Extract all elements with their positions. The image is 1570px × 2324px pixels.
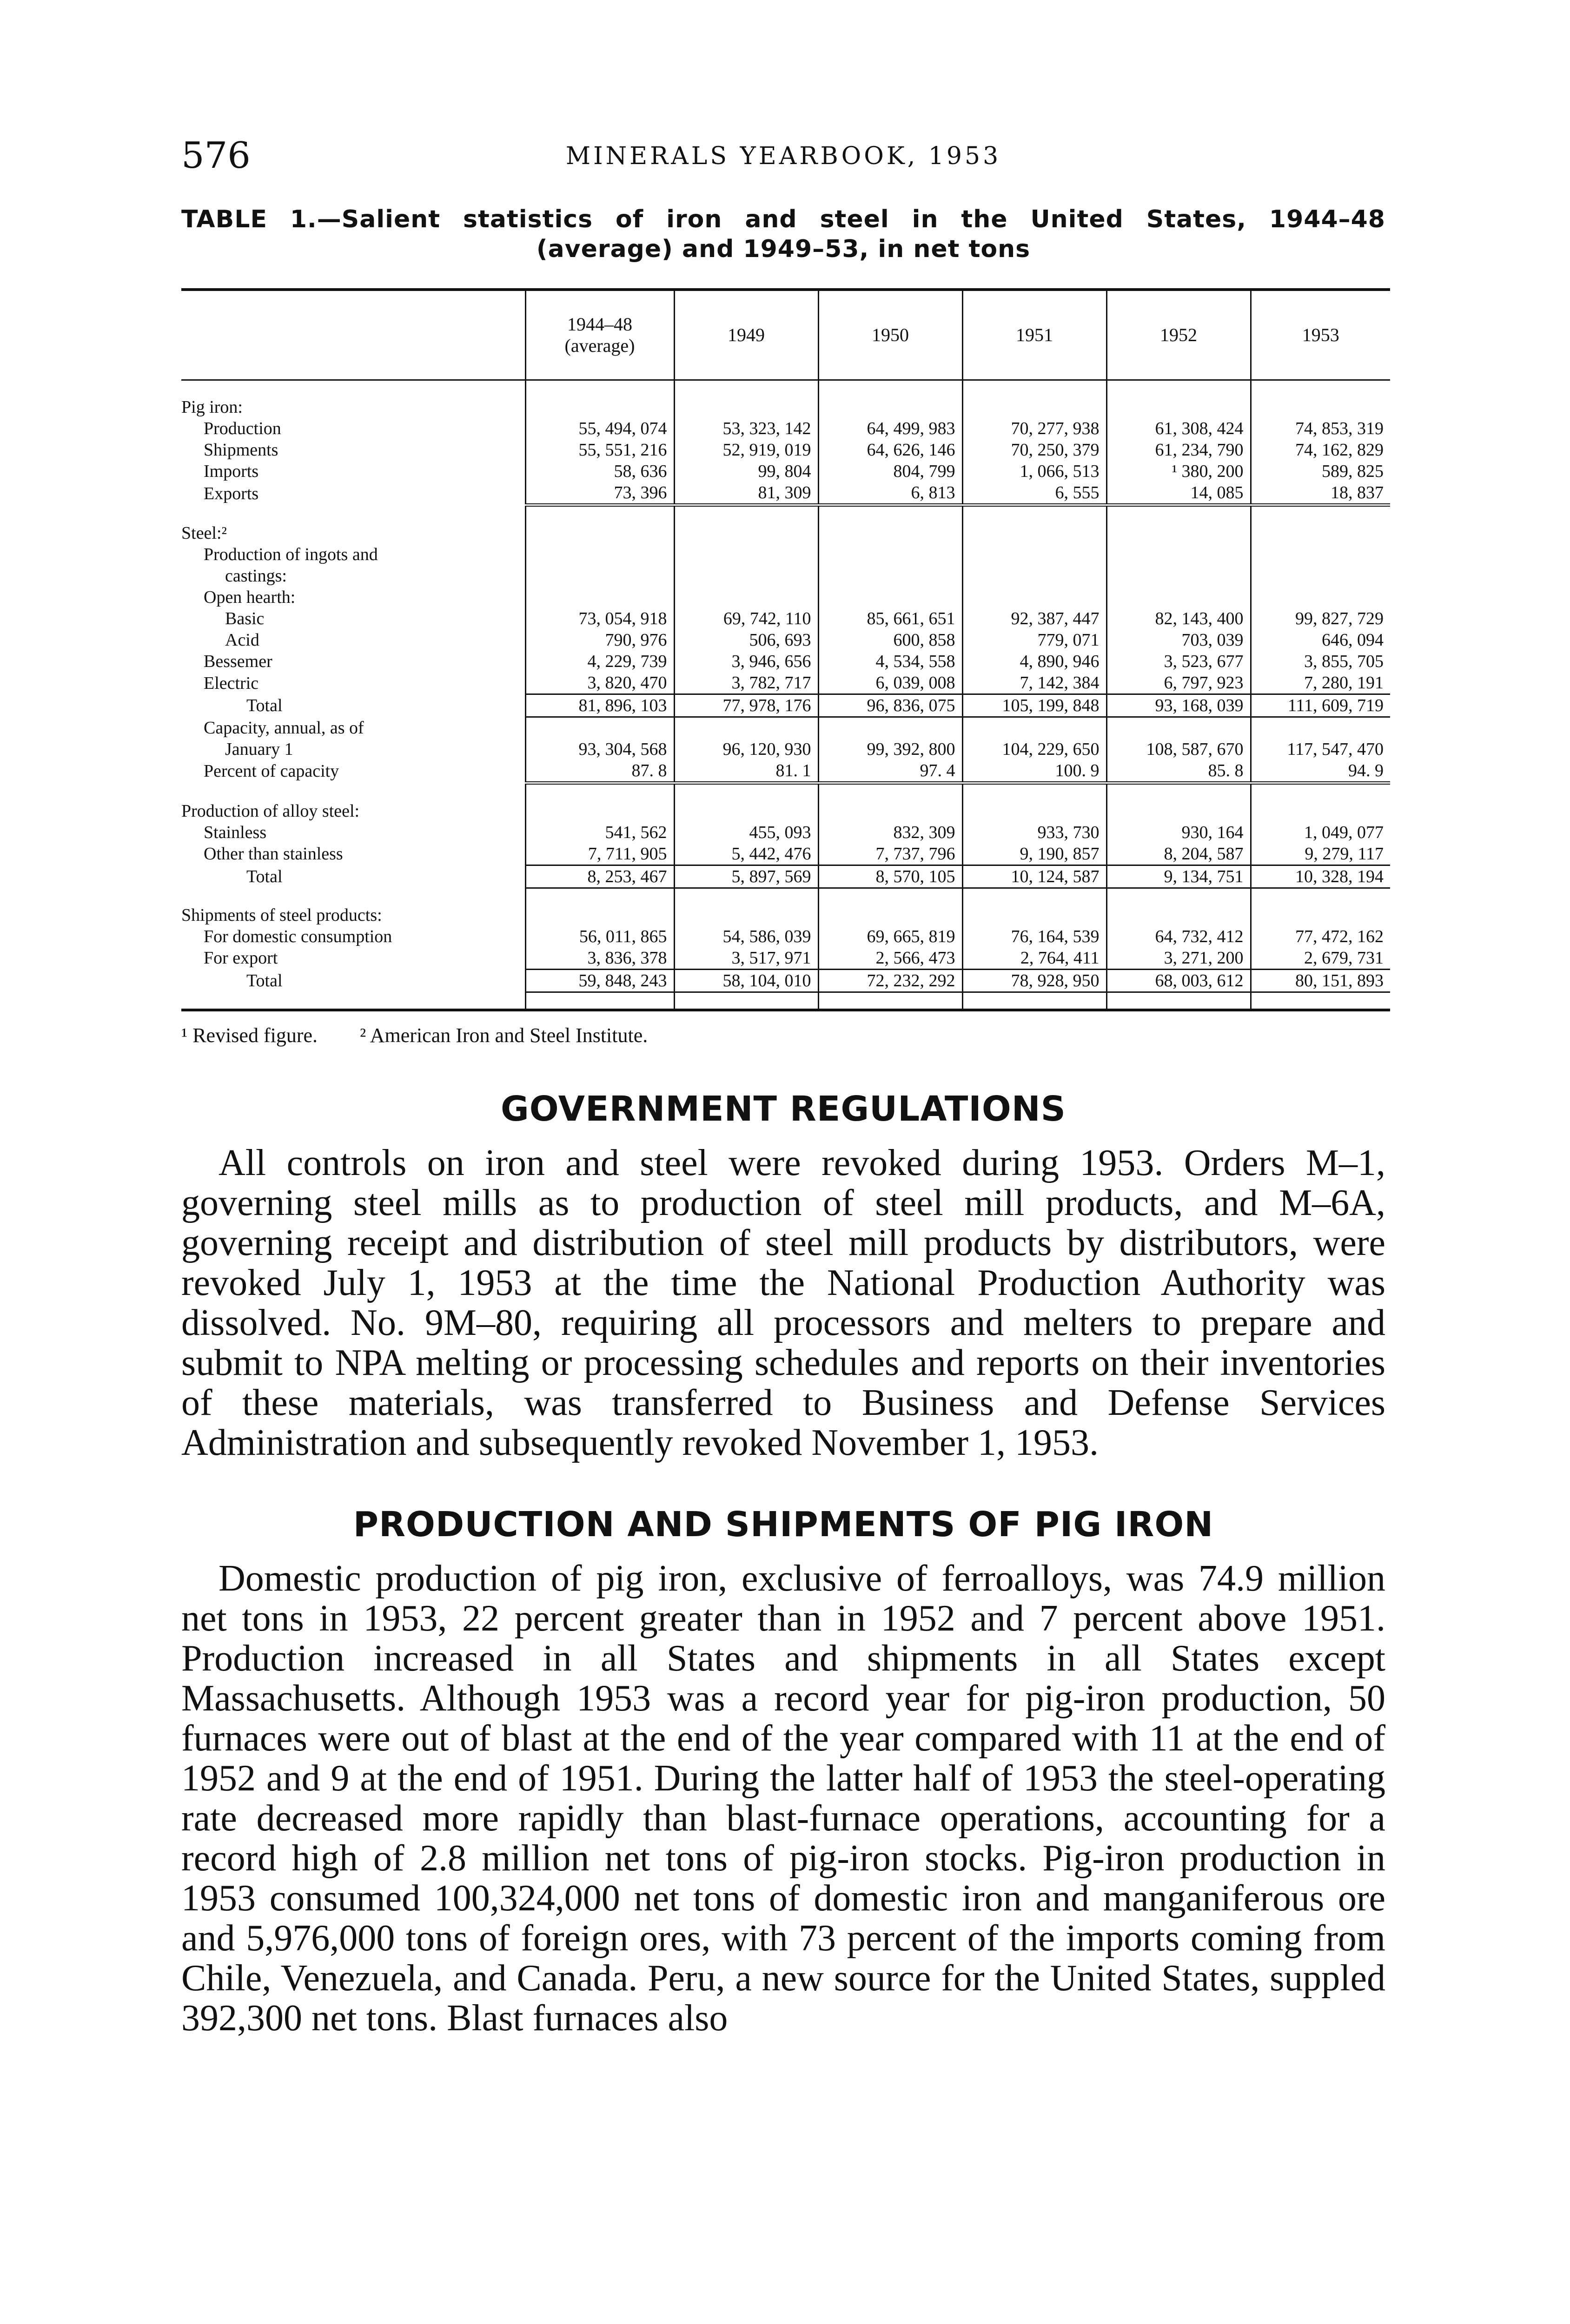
row-heading: Production of alloy steel: xyxy=(181,801,360,821)
table-cell: 4, 229, 739 xyxy=(525,651,674,672)
row-label: Imports xyxy=(204,462,259,481)
table-cell: 6, 039, 008 xyxy=(818,672,962,694)
table-row xyxy=(181,439,1390,461)
table-cell: 779, 071 xyxy=(962,629,1106,651)
row-label: Total xyxy=(246,971,283,990)
table-cell: 92, 387, 447 xyxy=(962,608,1106,629)
table-cell: 7, 280, 191 xyxy=(1251,672,1390,694)
table-cell: 3, 782, 717 xyxy=(674,672,818,694)
table-cell: ¹ 380, 200 xyxy=(1106,461,1251,482)
table-caption xyxy=(181,205,1385,264)
row-heading: Pig iron: xyxy=(181,397,243,417)
row-label: For domestic consumption xyxy=(204,926,392,946)
table-caption-line1: TABLE 1.—Salient statistics of iron and steel in the United States, 1944–48 xyxy=(181,205,1385,233)
table-cell: 6, 797, 923 xyxy=(1106,672,1251,694)
table-cell: 2, 566, 473 xyxy=(818,947,962,970)
table-cell: 1, 049, 077 xyxy=(1251,822,1390,843)
table-cell: 69, 665, 819 xyxy=(818,926,962,947)
table-header-row xyxy=(181,290,1390,380)
running-head xyxy=(181,130,1385,191)
table-row xyxy=(181,843,1390,865)
table-cell: 87. 8 xyxy=(525,760,674,783)
table-cell: 80, 151, 893 xyxy=(1251,969,1390,992)
table-cell: 59, 848, 243 xyxy=(525,969,674,992)
table-cell: 832, 309 xyxy=(818,822,962,843)
footnote-1: ¹ Revised figure. xyxy=(181,1023,318,1047)
table-cell: 933, 730 xyxy=(962,822,1106,843)
table-cell: 55, 551, 216 xyxy=(525,439,674,461)
table-cell: 9, 190, 857 xyxy=(962,843,1106,865)
table-cell: 2, 764, 411 xyxy=(962,947,1106,970)
table-cell: 506, 693 xyxy=(674,629,818,651)
table-cell: 97. 4 xyxy=(818,760,962,783)
page-number: 576 xyxy=(181,135,251,177)
table-cell: 8, 570, 105 xyxy=(818,865,962,888)
table-cell: 99, 827, 729 xyxy=(1251,608,1390,629)
table-cell: 53, 323, 142 xyxy=(674,418,818,439)
header-blank xyxy=(181,290,525,380)
table-row xyxy=(181,522,1390,544)
table-cell: 3, 271, 200 xyxy=(1106,947,1251,970)
table-cell: 7, 737, 796 xyxy=(818,843,962,865)
table-cell: 8, 253, 467 xyxy=(525,865,674,888)
row-label: Basic xyxy=(225,609,265,628)
page xyxy=(181,130,1385,2038)
row-heading: Capacity, annual, as of xyxy=(204,718,364,738)
table-cell: 94. 9 xyxy=(1251,760,1390,783)
table-cell: 4, 534, 558 xyxy=(818,651,962,672)
row-label: Percent of capacity xyxy=(204,761,339,781)
row-label: January 1 xyxy=(225,739,293,759)
table-cell: 85, 661, 651 xyxy=(818,608,962,629)
row-label: Shipments xyxy=(204,440,278,460)
column-header: 1944–48 (average) xyxy=(525,290,674,380)
section-heading-pig-iron: PRODUCTION AND SHIPMENTS OF PIG IRON xyxy=(353,1504,1214,1545)
column-header: 1951 xyxy=(962,290,1106,380)
table-cell: 99, 804 xyxy=(674,461,818,482)
table-row-total xyxy=(181,969,1390,992)
table-cell: 3, 820, 470 xyxy=(525,672,674,694)
table-cell: 85. 8 xyxy=(1106,760,1251,783)
table-cell: 589, 825 xyxy=(1251,461,1390,482)
section-heading-government-regulations: GOVERNMENT REGULATIONS xyxy=(501,1089,1066,1129)
table-cell: 105, 199, 848 xyxy=(962,694,1106,717)
table-cell: 76, 164, 539 xyxy=(962,926,1106,947)
table-cell: 100. 9 xyxy=(962,760,1106,783)
table-cell: 3, 946, 656 xyxy=(674,651,818,672)
table-cell: 74, 853, 319 xyxy=(1251,418,1390,439)
table-cell: 99, 392, 800 xyxy=(818,739,962,760)
table-cell: 9, 279, 117 xyxy=(1251,843,1390,865)
table-cell: 69, 742, 110 xyxy=(674,608,818,629)
table-row xyxy=(181,672,1390,694)
table-cell: 930, 164 xyxy=(1106,822,1251,843)
table-row xyxy=(181,926,1390,947)
table-cell: 70, 250, 379 xyxy=(962,439,1106,461)
table-cell: 10, 328, 194 xyxy=(1251,865,1390,888)
row-label: Production xyxy=(204,419,281,438)
table-row xyxy=(181,608,1390,629)
table-cell: 81, 896, 103 xyxy=(525,694,674,717)
row-label: For export xyxy=(204,948,278,968)
row-heading: Open hearth: xyxy=(204,588,296,607)
row-heading: Production of ingots and xyxy=(204,545,378,564)
table-row xyxy=(181,760,1390,783)
table-cell: 82, 143, 400 xyxy=(1106,608,1251,629)
table-cell: 93, 304, 568 xyxy=(525,739,674,760)
section-paragraph: All controls on iron and steel were revoked during 1953. Orders M–1, governing steel mills as to production of steel mill products, and M–6A, governing receipt and distribution of steel mill products by distributors, were revoked July 1, 1953 at the time the National Production Authority was dissolved. No. 9M–80, requiring all processors and melters to prepare and submit to NPA melting or processing schedules and reports on their inventories of these materials, was transferred to Business and Defense Services Administration and subsequently revoked November 1, 1953. xyxy=(181,1142,1385,1463)
table-cell: 14, 085 xyxy=(1106,482,1251,505)
table-row xyxy=(181,905,1390,926)
column-header: 1953 xyxy=(1251,290,1390,380)
table-caption-line2: (average) and 1949–53, in net tons xyxy=(536,235,1031,263)
table-cell: 77, 472, 162 xyxy=(1251,926,1390,947)
table-cell: 7, 711, 905 xyxy=(525,843,674,865)
table-row xyxy=(181,947,1390,970)
section-paragraph: Domestic production of pig iron, exclusive of ferroalloys, was 74.9 million net tons in 1953, 22 percent greater than in 1952 and 7 percent above 1951. Production increased in all States and shipments in all States except Massachusetts. Although 1953 was a record year for pig-iron production, 50 furnaces were out of blast at the end of the year compared with 11 at the end of 1952 and 9 at the end of 1951. During the latter half of 1953 the steel-operating rate decreased more rapidly than blast-furnace operations, accounting for a record high of 2.8 million net tons of pig-iron stocks. Pig-iron production in 1953 consumed 100,324,000 net tons of domestic iron and manganiferous ore and 5,976,000 tons of foreign ores, with 73 percent of the imports coming from Chile, Venezuela, and Canada. Peru, a new source for the United States, suppled 392,300 net tons. Blast furnaces also xyxy=(181,1558,1385,2039)
table-cell: 9, 134, 751 xyxy=(1106,865,1251,888)
table-cell: 54, 586, 039 xyxy=(674,926,818,947)
table-cell: 6, 555 xyxy=(962,482,1106,505)
table-cell: 646, 094 xyxy=(1251,629,1390,651)
table-cell: 81. 1 xyxy=(674,760,818,783)
row-heading: Shipments of steel products: xyxy=(181,905,382,925)
table-cell: 70, 277, 938 xyxy=(962,418,1106,439)
table-cell: 55, 494, 074 xyxy=(525,418,674,439)
table-row xyxy=(181,565,1390,587)
table-cell: 3, 836, 378 xyxy=(525,947,674,970)
column-header: 1950 xyxy=(818,290,962,380)
table-row-total xyxy=(181,865,1390,888)
row-label: Total xyxy=(246,696,283,715)
table-cell: 455, 093 xyxy=(674,822,818,843)
table-row xyxy=(181,822,1390,843)
table-cell: 61, 308, 424 xyxy=(1106,418,1251,439)
row-label: Exports xyxy=(204,483,259,503)
table-cell: 73, 396 xyxy=(525,482,674,505)
table-row xyxy=(181,717,1390,739)
table-cell: 58, 104, 010 xyxy=(674,969,818,992)
table-row-total xyxy=(181,694,1390,717)
salient-statistics-table xyxy=(181,288,1390,1011)
table-row xyxy=(181,418,1390,439)
table-cell: 52, 919, 019 xyxy=(674,439,818,461)
table-cell: 56, 011, 865 xyxy=(525,926,674,947)
table-cell: 3, 855, 705 xyxy=(1251,651,1390,672)
table-cell: 4, 890, 946 xyxy=(962,651,1106,672)
row-label: Total xyxy=(246,866,283,886)
table-cell: 3, 517, 971 xyxy=(674,947,818,970)
table-cell: 64, 732, 412 xyxy=(1106,926,1251,947)
table-cell: 58, 636 xyxy=(525,461,674,482)
table-cell: 111, 609, 719 xyxy=(1251,694,1390,717)
table-cell: 1, 066, 513 xyxy=(962,461,1106,482)
table-row xyxy=(181,651,1390,672)
row-heading: Steel:² xyxy=(181,523,227,543)
table-row xyxy=(181,800,1390,822)
table-cell: 703, 039 xyxy=(1106,629,1251,651)
table-cell: 68, 003, 612 xyxy=(1106,969,1251,992)
table-row xyxy=(181,629,1390,651)
table-cell: 72, 232, 292 xyxy=(818,969,962,992)
table-cell: 73, 054, 918 xyxy=(525,608,674,629)
table-cell: 74, 162, 829 xyxy=(1251,439,1390,461)
table-row xyxy=(181,396,1390,418)
table-cell: 117, 547, 470 xyxy=(1251,739,1390,760)
table-row xyxy=(181,544,1390,565)
running-title: MINERALS YEARBOOK, 1953 xyxy=(565,142,1001,170)
table-cell: 77, 978, 176 xyxy=(674,694,818,717)
table-cell: 10, 124, 587 xyxy=(962,865,1106,888)
table-cell: 96, 836, 075 xyxy=(818,694,962,717)
row-label: Stainless xyxy=(204,822,267,842)
table-cell: 81, 309 xyxy=(674,482,818,505)
table-cell: 64, 626, 146 xyxy=(818,439,962,461)
table-cell: 7, 142, 384 xyxy=(962,672,1106,694)
table-footnotes xyxy=(181,1023,1385,1047)
table-cell: 5, 897, 569 xyxy=(674,865,818,888)
table-cell: 78, 928, 950 xyxy=(962,969,1106,992)
table-row xyxy=(181,587,1390,608)
row-label: Other than stainless xyxy=(204,844,343,864)
table-cell: 600, 858 xyxy=(818,629,962,651)
table-cell: 5, 442, 476 xyxy=(674,843,818,865)
table-cell: 93, 168, 039 xyxy=(1106,694,1251,717)
table-cell: 804, 799 xyxy=(818,461,962,482)
footnote-2: ² American Iron and Steel Institute. xyxy=(360,1023,648,1047)
table-row xyxy=(181,461,1390,482)
table-row xyxy=(181,482,1390,505)
table-cell: 104, 229, 650 xyxy=(962,739,1106,760)
column-header: 1949 xyxy=(674,290,818,380)
table-cell: 64, 499, 983 xyxy=(818,418,962,439)
table-cell: 18, 837 xyxy=(1251,482,1390,505)
table-cell: 790, 976 xyxy=(525,629,674,651)
table-cell: 541, 562 xyxy=(525,822,674,843)
row-label: Acid xyxy=(225,630,259,650)
table-cell: 8, 204, 587 xyxy=(1106,843,1251,865)
table-cell: 3, 523, 677 xyxy=(1106,651,1251,672)
table-cell: 61, 234, 790 xyxy=(1106,439,1251,461)
table-cell: 108, 587, 670 xyxy=(1106,739,1251,760)
table-cell: 96, 120, 930 xyxy=(674,739,818,760)
row-heading: castings: xyxy=(225,566,287,586)
table-cell: 2, 679, 731 xyxy=(1251,947,1390,970)
column-header: 1952 xyxy=(1106,290,1251,380)
row-label: Bessemer xyxy=(204,652,272,671)
table-cell: 6, 813 xyxy=(818,482,962,505)
row-label: Electric xyxy=(204,673,259,693)
table-row xyxy=(181,739,1390,760)
